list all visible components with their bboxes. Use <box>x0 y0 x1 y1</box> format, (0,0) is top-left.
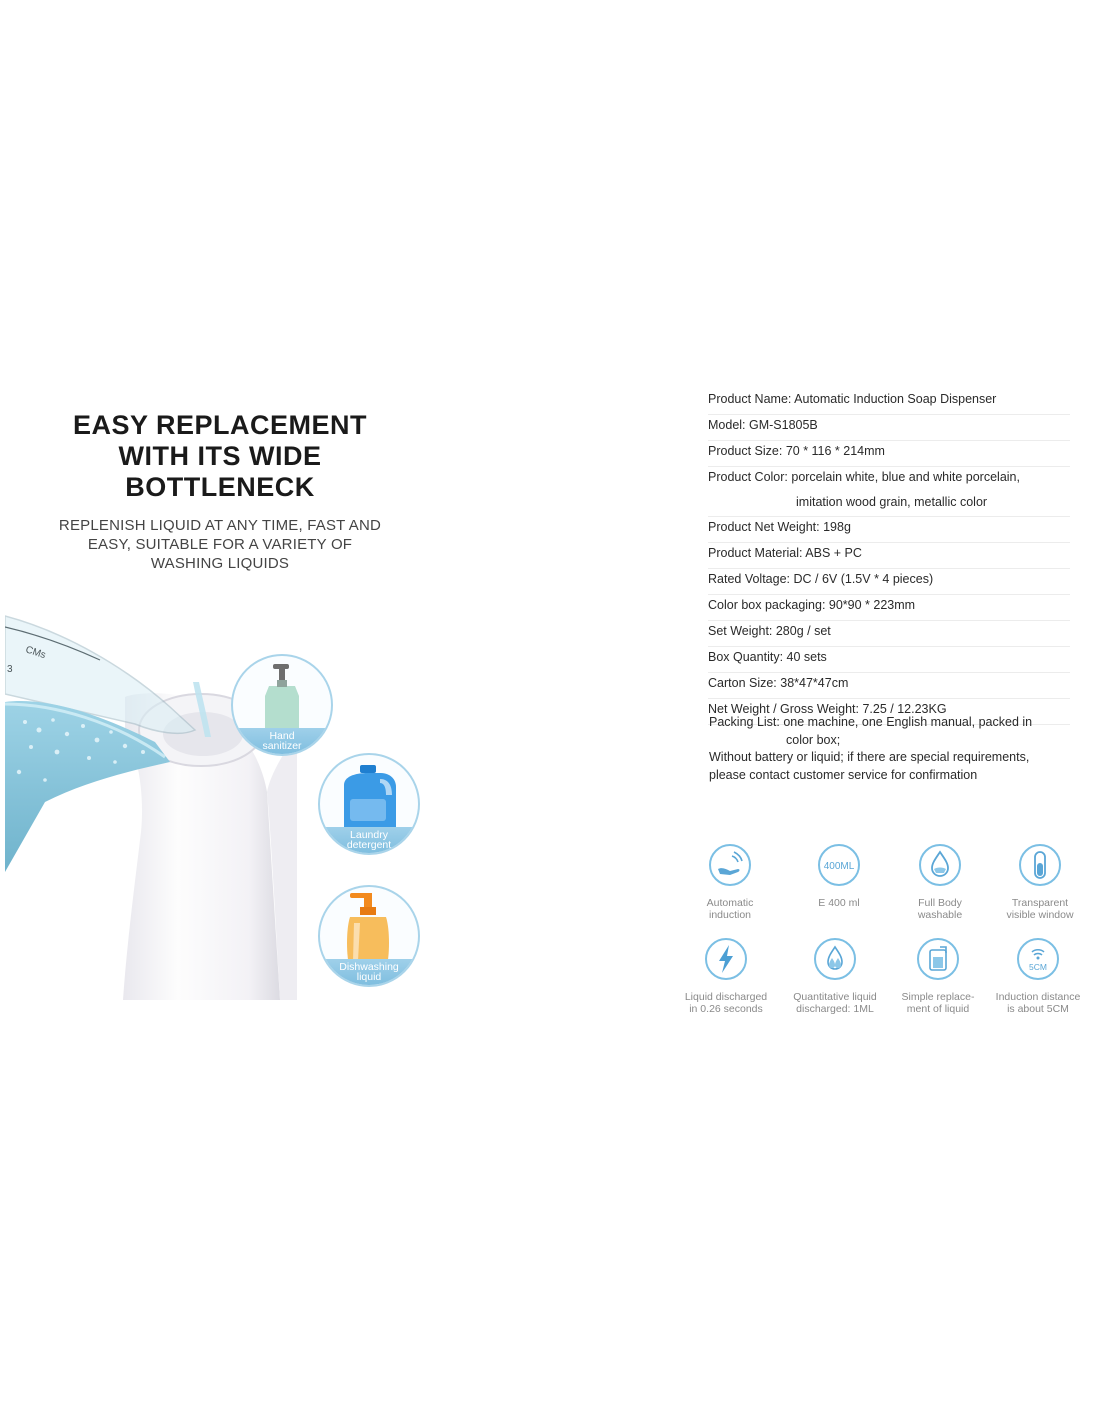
feature-induction-distance <box>986 937 1090 1015</box>
lightning-icon <box>704 937 748 981</box>
badge-laundry-detergent <box>318 753 420 855</box>
packing-list <box>709 714 1069 784</box>
spec-row-continuation: imitation wood grain, metallic color <box>708 492 1070 518</box>
feature-simple-replacement <box>886 937 990 1015</box>
capacity-icon-text: 400ML <box>823 861 855 872</box>
badge-label: Hand <box>269 730 295 742</box>
feature-capacity <box>787 843 891 909</box>
sensor-icon-text: 5CM <box>1029 962 1047 972</box>
capacity-icon <box>817 843 861 887</box>
feature-caption: is about 5CM <box>1007 1003 1069 1015</box>
hand-wave-icon <box>708 843 752 887</box>
feature-caption: visible window <box>1006 909 1074 921</box>
feature-grid <box>672 843 1092 1023</box>
subline-line: REPLENISH LIQUID AT ANY TIME, FAST AND <box>58 517 382 534</box>
headline-line: BOTTLENECK <box>125 472 315 502</box>
spec-row: Product Material: ABS + PC <box>708 543 1070 569</box>
packing-line: Packing List: one machine, one English manual, packed in <box>709 715 1033 729</box>
feature-caption: Transparent <box>1011 897 1069 909</box>
subline-line: WASHING LIQUIDS <box>150 555 290 572</box>
spec-row: Carton Size: 38*47*47cm <box>708 673 1070 699</box>
badge-dishwashing-liquid <box>318 885 420 987</box>
feature-caption: in 0.26 seconds <box>689 1003 763 1015</box>
spec-row: Box Quantity: 40 sets <box>708 647 1070 673</box>
badge-label: liquid <box>356 971 382 983</box>
feature-caption: discharged: 1ML <box>796 1003 874 1015</box>
cup-mark-text: 3 <box>7 664 13 675</box>
spec-row: Product Name: Automatic Induction Soap Dispenser <box>708 389 1070 415</box>
feature-transparent-window <box>988 843 1092 921</box>
spec-row: Product Size: 70 * 116 * 214mm <box>708 441 1070 467</box>
sensor-distance-icon <box>1016 937 1060 981</box>
feature-caption: Automatic <box>706 897 754 909</box>
feature-caption: Liquid discharged <box>684 991 768 1003</box>
promo-headline <box>30 410 410 503</box>
subline-line: EASY, SUITABLE FOR A VARIETY OF <box>87 536 353 553</box>
spec-row: Color box packaging: 90*90 * 223mm <box>708 595 1070 621</box>
headline-line: WITH ITS WIDE <box>118 441 322 471</box>
spec-row: Model: GM-S1805B <box>708 415 1070 441</box>
droplets-icon <box>813 937 857 981</box>
spec-list <box>708 389 1070 725</box>
cup-mark-text: CMs <box>24 644 48 662</box>
feature-caption: Full Body <box>918 897 962 909</box>
badge-hand-sanitizer <box>231 654 333 756</box>
spec-row: Set Weight: 280g / set <box>708 621 1070 647</box>
promo-panel <box>0 390 440 1030</box>
feature-fast-discharge <box>674 937 778 1015</box>
badge-label: detergent <box>346 839 392 851</box>
badge-label: sanitizer <box>262 740 302 752</box>
headline-line: EASY REPLACEMENT <box>72 410 368 440</box>
badge-label: Laundry <box>350 829 388 841</box>
spec-row: Product Net Weight: 198g <box>708 517 1070 543</box>
spec-row: Rated Voltage: DC / 6V (1.5V * 4 pieces) <box>708 569 1070 595</box>
feature-quantitative-liquid <box>783 937 887 1015</box>
feature-automatic-induction <box>678 843 782 921</box>
packing-line: Without battery or liquid; if there are special requirements, <box>709 750 1030 764</box>
spec-row: Product Color: porcelain white, blue and white porcelain, <box>708 469 1020 484</box>
window-capsule-icon <box>1018 843 1062 887</box>
feature-caption: washable <box>917 909 963 921</box>
feature-caption: induction <box>708 909 752 921</box>
packing-line: please contact customer service for confirmation <box>709 767 978 782</box>
badge-label: Dishwashing <box>339 961 399 973</box>
feature-caption: Induction distance <box>995 991 1081 1003</box>
packing-line: color box; <box>786 732 841 747</box>
feature-caption: Quantitative liquid <box>793 991 877 1003</box>
promo-subline <box>30 516 410 573</box>
feature-caption: E 400 ml <box>818 897 860 909</box>
water-drop-wash-icon <box>918 843 962 887</box>
refill-bottle-icon <box>916 937 960 981</box>
feature-washable <box>888 843 992 921</box>
feature-caption: ment of liquid <box>906 1003 970 1015</box>
feature-caption: Simple replace- <box>901 991 975 1003</box>
spec-row: Net Weight / Gross Weight: 7.25 / 12.23KG <box>708 699 1070 725</box>
